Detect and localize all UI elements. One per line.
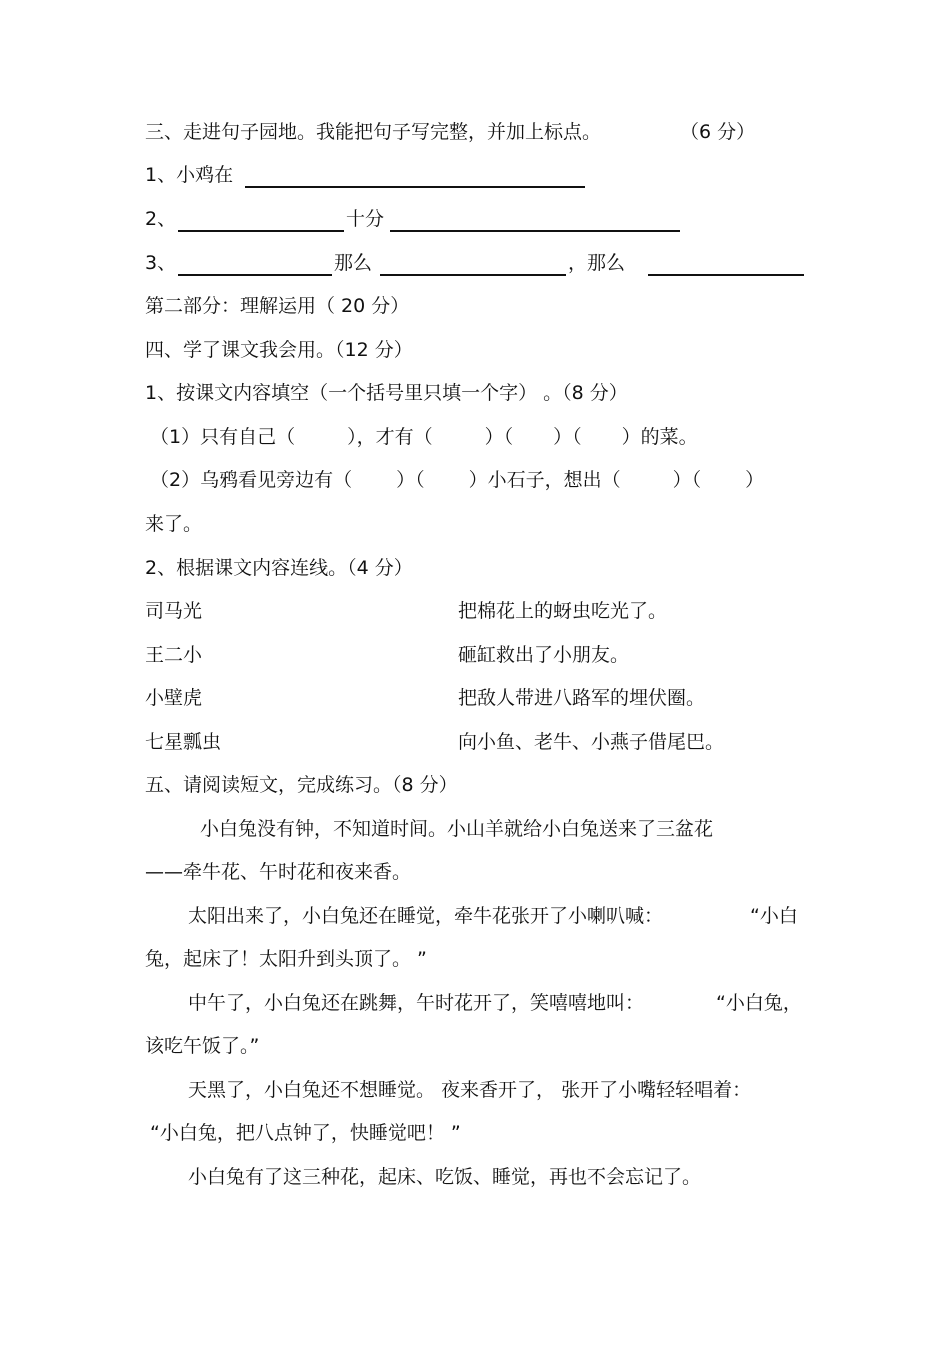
- section-4-title: 四、学了课文我会用。（12 分）: [145, 339, 413, 361]
- match-right-3[interactable]: 把敌人带进八路军的埋伏圈。: [458, 687, 706, 709]
- section-3-score: （6 分）: [680, 121, 756, 143]
- answer-blank-3-3b[interactable]: [380, 256, 566, 276]
- answer-blank-3-2a[interactable]: [178, 212, 344, 232]
- question-4-1-2-cont: 来了。: [145, 513, 203, 535]
- match-left-3[interactable]: 小壁虎: [145, 687, 203, 709]
- answer-blank-3-1[interactable]: [245, 168, 585, 188]
- passage-p3-cont: 该吃午饭了。”: [145, 1035, 260, 1057]
- passage-p3-quote: “小白兔，: [716, 992, 802, 1014]
- question-3-2-mid: 十分: [346, 208, 385, 230]
- passage-p4-cont: “小白兔，把八点钟了，快睡觉吧！ ”: [150, 1122, 461, 1144]
- section-3-title: 三、走进句子园地。我能把句子写完整，并加上标点。: [145, 121, 602, 143]
- question-4-1-title: 1、按课文内容填空（一个括号里只填一个字） 。（8 分）: [145, 382, 628, 404]
- passage-p1: 小白兔没有钟，不知道时间。小山羊就给小白兔送来了三盆花: [200, 818, 714, 840]
- passage-p1-cont: ——牵牛花、午时花和夜来香。: [145, 861, 412, 883]
- question-3-3-mid2: ，那么: [568, 252, 626, 274]
- passage-p4: 天黑了，小白兔还不想睡觉。 夜来香开了， 张开了小嘴轻轻唱着：: [188, 1079, 752, 1101]
- answer-blank-3-3c[interactable]: [648, 256, 804, 276]
- match-right-2[interactable]: 砸缸救出了小朋友。: [458, 644, 630, 666]
- question-3-1: 1、小鸡在: [145, 164, 234, 186]
- match-right-1[interactable]: 把棉花上的蚜虫吃光了。: [458, 600, 668, 622]
- match-right-4[interactable]: 向小鱼、老牛、小燕子借尾巴。: [458, 731, 725, 753]
- passage-p2-quote: “小白: [750, 905, 798, 927]
- match-left-4[interactable]: 七星瓢虫: [145, 731, 222, 753]
- question-4-1-2: （2）乌鸦看见旁边有（ ）（ ）小石子，想出（ ）（ ）: [150, 469, 765, 491]
- answer-blank-3-3a[interactable]: [178, 256, 332, 276]
- question-3-3-mid1: 那么: [334, 252, 373, 274]
- question-3-3: 3、: [145, 252, 177, 274]
- passage-p5: 小白兔有了这三种花，起床、吃饭、睡觉，再也不会忘记了。: [188, 1166, 702, 1188]
- part-2-title: 第二部分：理解运用（ 20 分）: [145, 295, 410, 317]
- passage-p2-cont: 兔，起床了！太阳升到头顶了。 ”: [145, 948, 427, 970]
- question-3-2: 2、: [145, 208, 177, 230]
- match-left-1[interactable]: 司马光: [145, 600, 203, 622]
- section-5-title: 五、请阅读短文，完成练习。（8 分）: [145, 774, 458, 796]
- passage-p3: 中午了，小白兔还在跳舞，午时花开了，笑嘻嘻地叫：: [188, 992, 645, 1014]
- question-4-1-1: （1）只有自己（ ），才有（ ）（ ）（ ）的菜。: [150, 426, 698, 448]
- match-left-2[interactable]: 王二小: [145, 644, 203, 666]
- answer-blank-3-2b[interactable]: [390, 212, 680, 232]
- passage-p2: 太阳出来了，小白兔还在睡觉，牵牛花张开了小喇叭喊：: [188, 905, 664, 927]
- question-4-2-title: 2、根据课文内容连线。（4 分）: [145, 557, 413, 579]
